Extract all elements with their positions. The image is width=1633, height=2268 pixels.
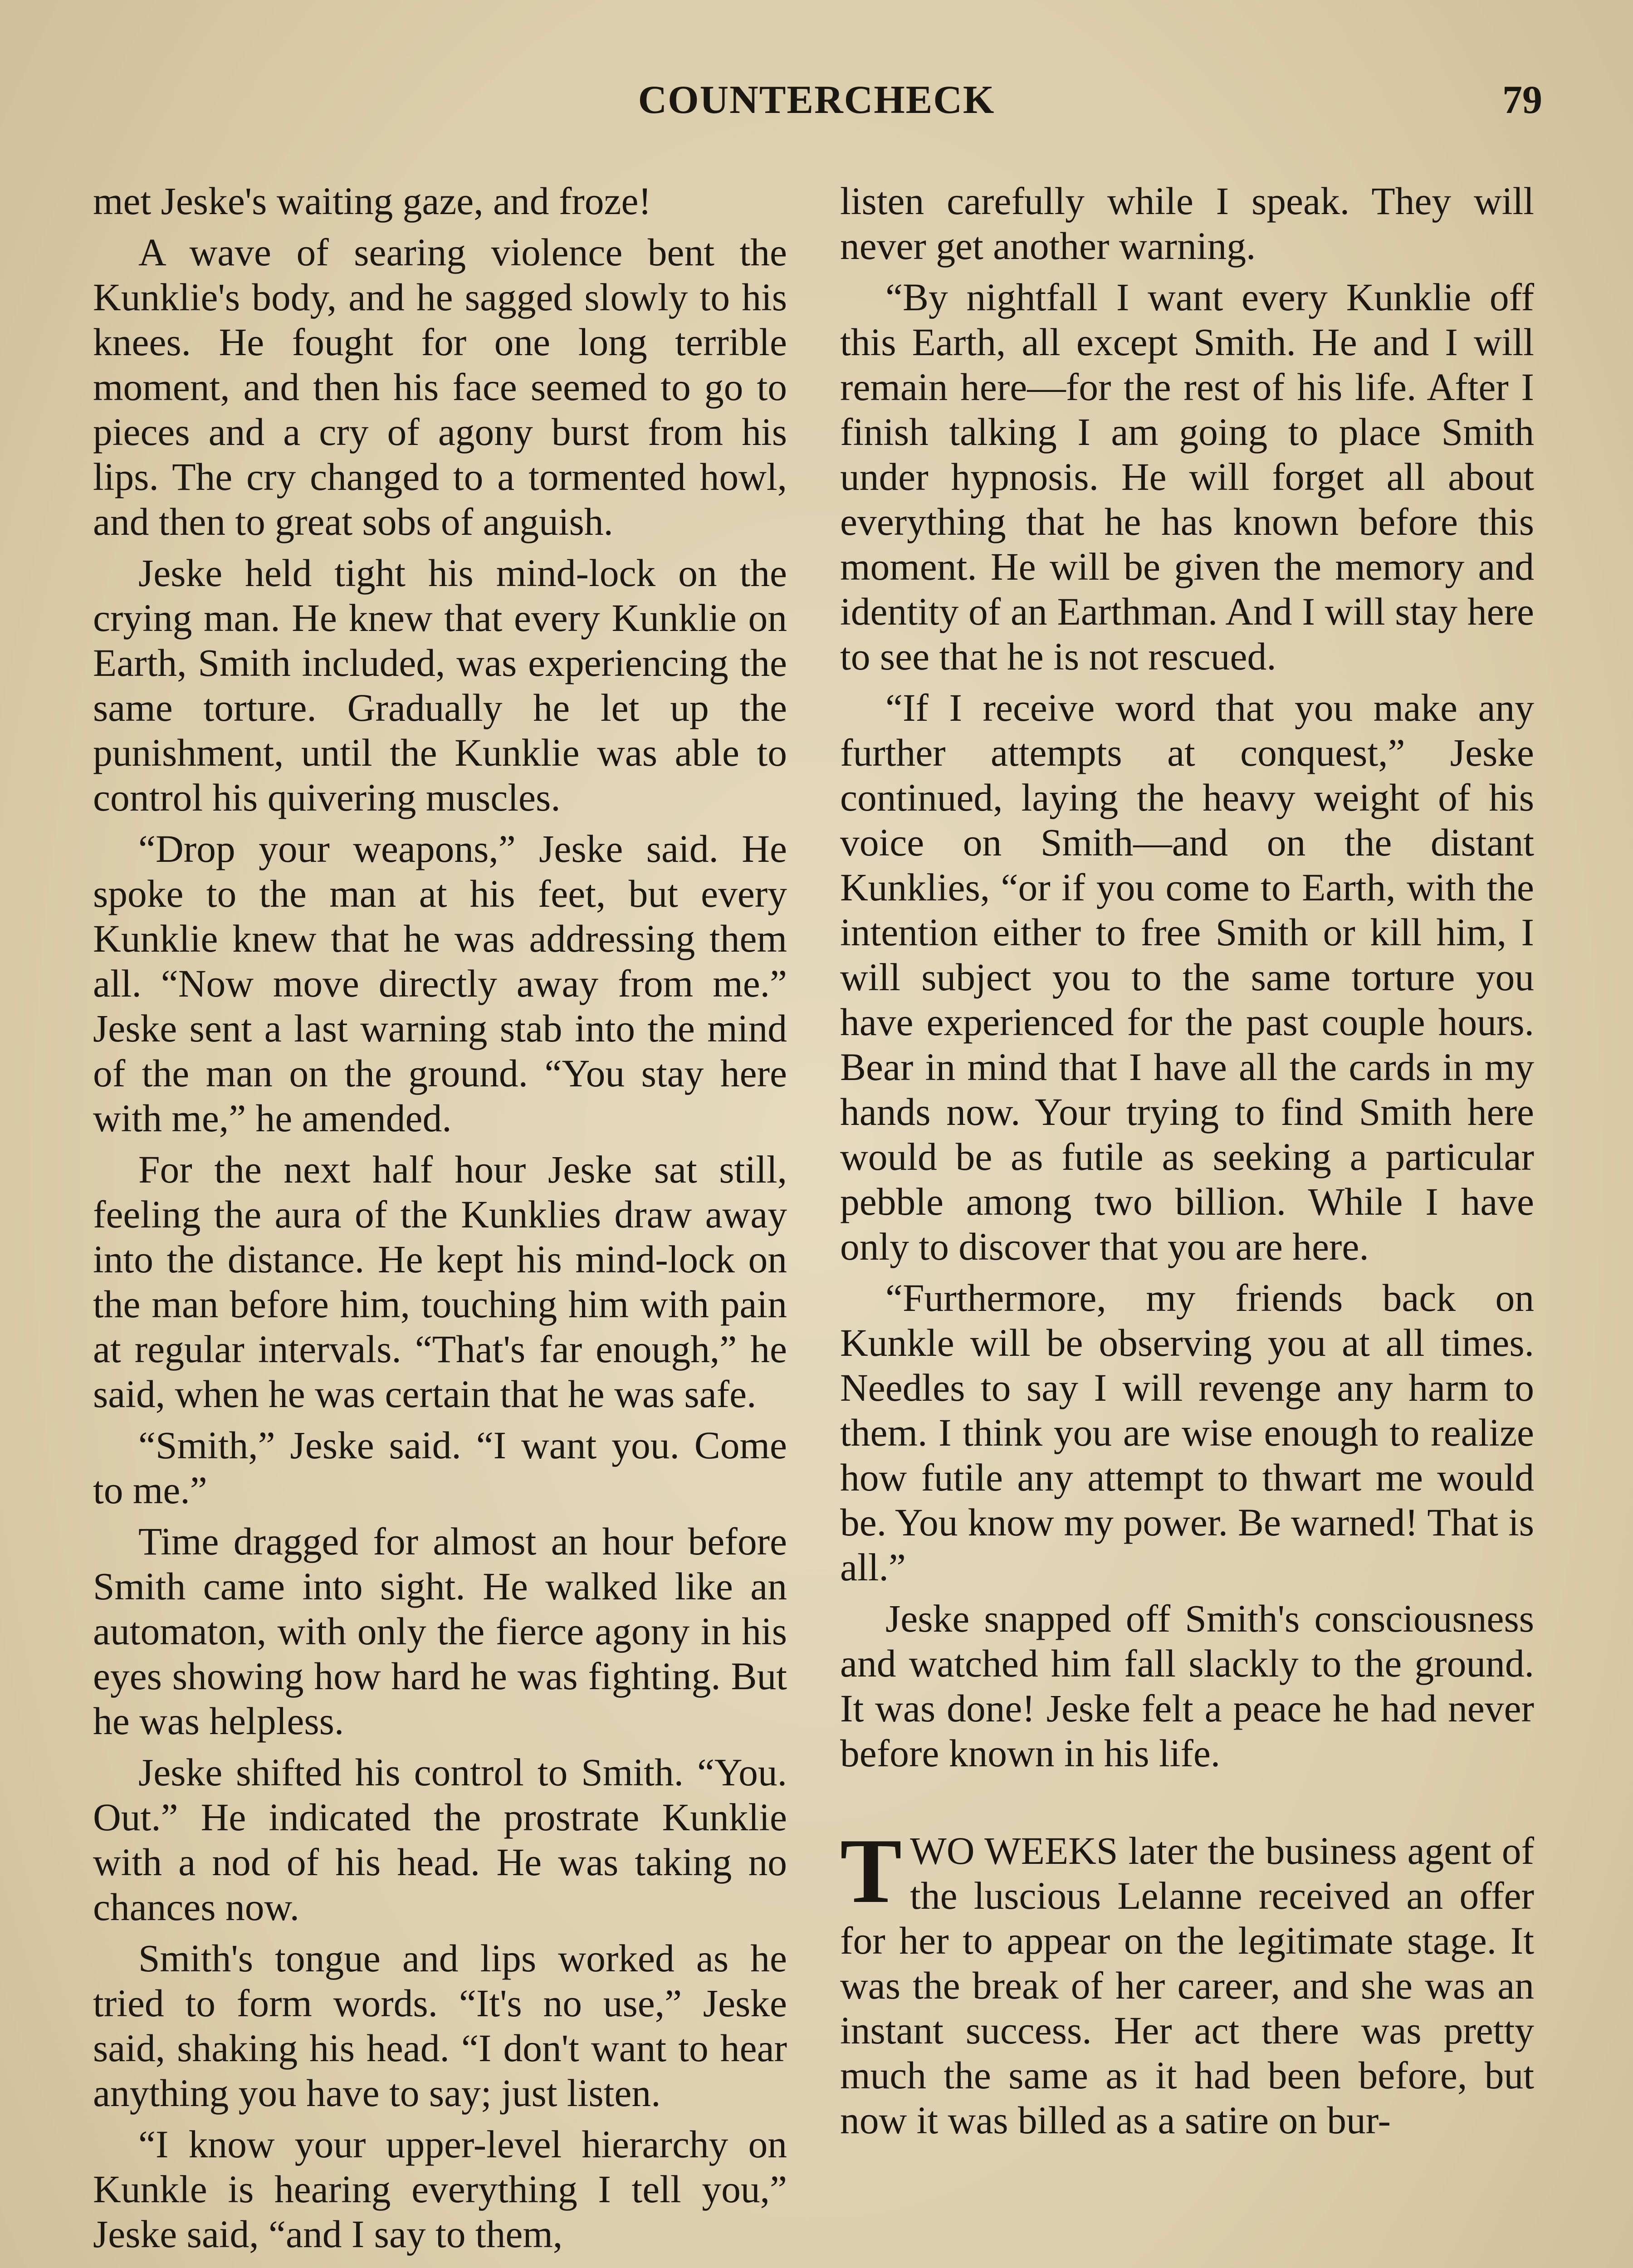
paragraph: “Smith,” Jeske said. “I want you. Come to me.” — [93, 1424, 787, 1512]
paragraph: A wave of searing violence bent the Kunklie's body, and he sagged slowly to his knees. He fought for one long terrible moment, and then his face seemed to go to pieces and a cry of agony burst from his lips. The cry changed to a tormented howl, and then to great sobs of anguish. — [93, 231, 787, 543]
paragraph: “Furthermore, my friends back on Kunkle will be observing you at all times. Needles to say I will revenge any harm to them. I think you are wise enough to realize how futile any attempt to thwart me would be. You know my power. Be warned! That is all.” — [840, 1277, 1534, 1589]
section-opening-paragraph — [840, 1820, 1534, 2143]
paragraph: “If I receive word that you make any further attempts at conquest,” Jeske continued, laying the heavy weight of his voice on Smith—and on the distant Kunklies, “or if you come to Earth, with the intention either to free Smith or kill him, I will subject you to the same torture you have experienced for the past couple hours. Bear in mind that I have all the cards in my hands now. Your trying to find Smith here would be as futile as seeking a particular pebble among two billion. While I have only to discover that you are here. — [840, 687, 1534, 1268]
running-title: COUNTERCHECK — [638, 78, 995, 122]
paragraph: listen carefully while I speak. They will never get another warning. — [840, 180, 1534, 268]
paragraph: Jeske shifted his control to Smith. “You. Out.” He indicated the prostrate Kunklie with a nod of his head. He was taking no chances now. — [93, 1751, 787, 1929]
paragraph: For the next half hour Jeske sat still, feeling the aura of the Kunklies draw away into the distance. He kept his mind-lock on the man before him, touching him with pain at regular intervals. “That's far enough,” he said, when he was certain that he was safe. — [93, 1149, 787, 1416]
paragraph: met Jeske's waiting gaze, and froze! — [93, 180, 651, 223]
paragraph: Smith's tongue and lips worked as he tried to form words. “It's no use,” Jeske said, shaking his head. “I don't want to hear anything you have to say; just listen. — [93, 1937, 787, 2115]
section-opening-text: WO WEEKS later the business agent of the luscious Lelanne received an offer for her to appear on the legitimate stage. It was the break of her career, and she was an instant success. Her act there was pretty much the same as it had been before, but now it was billed as a satire on bur- — [840, 1830, 1534, 2142]
paragraph: “I know your upper-level hierarchy on Kunkle is hearing everything I tell you,” Jeske said, “and I say to them, — [93, 2123, 787, 2256]
drop-cap: T — [840, 1820, 902, 1922]
paragraph: “By nightfall I want every Kunklie off this Earth, all except Smith. He and I will remain here—for the rest of his life. After I finish talking I am going to place Smith under hypnosis. He will forget all about everything that he has known before this moment. He will be given the memory and identity of an Earthman. And I will stay here to see that he is not rescued. — [840, 276, 1534, 678]
right-text-column — [840, 179, 1534, 2150]
paragraph: Jeske snapped off Smith's consciousness and watched him fall slackly to the ground. It was done! Jeske felt a peace he had never before known in his life. — [840, 1598, 1534, 1775]
section-break — [840, 1783, 1534, 1829]
page-number: 79 — [1502, 78, 1542, 122]
paragraph: “Drop your weapons,” Jeske said. He spoke to the man at his feet, but every Kunklie knew that he was addressing them all. “Now move directly away from me.” Jeske sent a last warning stab into the mind of the man on the ground. “You stay here with me,” he amended. — [93, 828, 787, 1140]
paragraph: Jeske held tight his mind-lock on the crying man. He knew that every Kunklie on Earth, Smith included, was experiencing the same torture. Gradually he let up the punishment, until the Kunklie was able to control his quivering muscles. — [93, 552, 787, 819]
paragraph: Time dragged for almost an hour before Smith came into sight. He walked like an automaton, with only the fierce agony in his eyes showing how hard he was fighting. But he was helpless. — [93, 1520, 787, 1743]
left-text-column — [93, 179, 787, 2263]
page-header — [0, 77, 1633, 141]
